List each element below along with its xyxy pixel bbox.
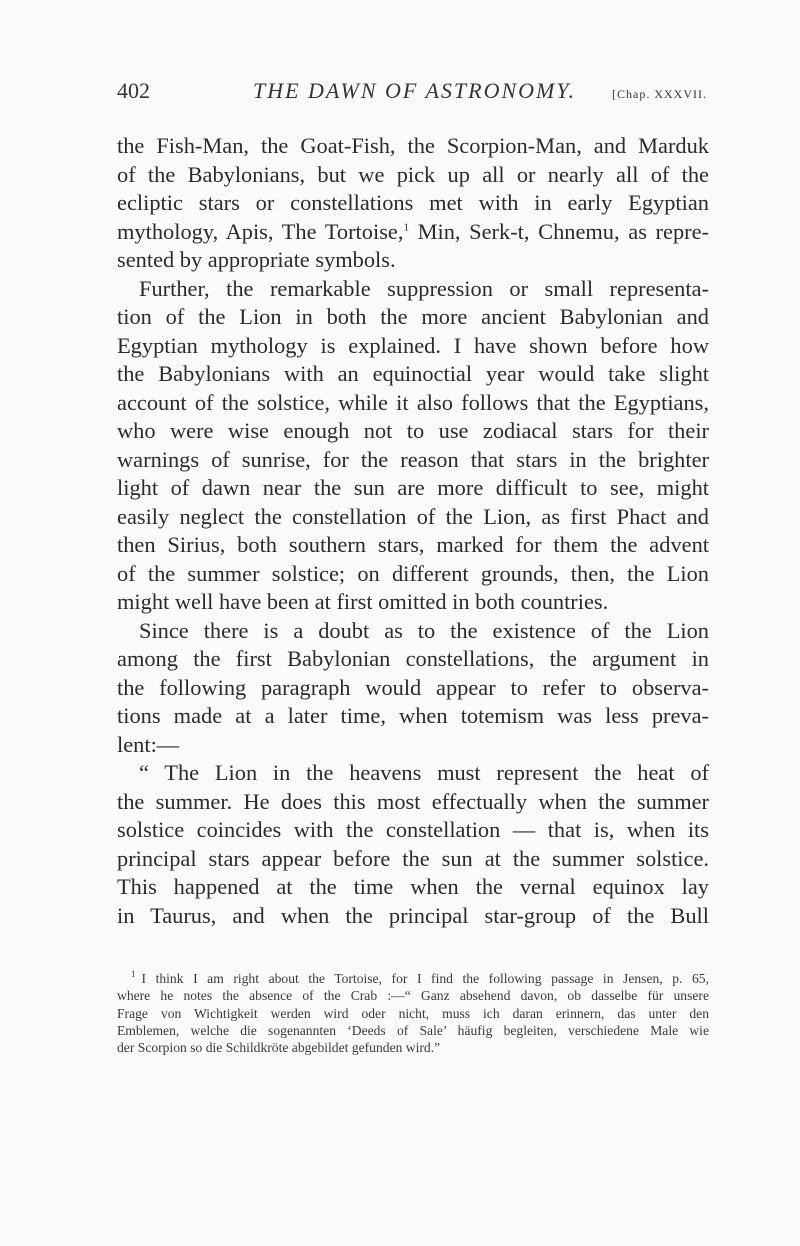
footnote-line: [117, 970, 709, 987]
footnote-mark: 1: [131, 969, 136, 980]
quote-line: in Taurus, and when the principal star-group of the Bull: [117, 902, 709, 928]
footnote-line: Frage von Wichtigkeit werden wird oder nicht, muss ich daran erinnern, das unter den: [117, 1005, 709, 1021]
text-line: easily neglect the constellation of the Lion, as first Phact and: [117, 503, 709, 529]
footnote: [117, 970, 709, 1056]
quote-line: “ The Lion in the heavens must represent the heat of: [139, 760, 709, 785]
text-line: Egyptian mythology is explained. I have shown before how: [117, 332, 709, 358]
footnote-line: Emblemen, welche die sogenannten ‘Deeds of Sale’ häufig begleiten, verschiedene Male wie: [117, 1022, 709, 1038]
quote-line: principal stars appear before the sun at the summer solstice.: [117, 845, 709, 871]
footnote-text: I think I am right about the Tortoise, for I find the following passage in Jensen, p. 65,: [141, 971, 709, 986]
text-line: of the Babylonians, but we pick up all or nearly all of the: [117, 161, 709, 187]
text-line: the following paragraph would appear to refer to observa-: [117, 674, 709, 700]
text-line: then Sirius, both southern stars, marked for them the advent: [117, 532, 709, 557]
text-line: among the first Babylonian constellations, the argument in: [117, 646, 709, 671]
quote-line: the summer. He does this most effectually when the summer: [117, 788, 709, 814]
text-line: [117, 218, 709, 247]
text-fragment: mythology, Apis, The Tortoise,: [117, 218, 404, 244]
text-line: the Fish-Man, the Goat-Fish, the Scorpion-Man, and Marduk: [117, 133, 709, 158]
text-line: lent:—: [117, 731, 180, 757]
text-line: warnings of sunrise, for the reason that stars in the brighter: [117, 446, 709, 472]
text-line: of the summer solstice; on different grounds, then, the Lion: [117, 560, 709, 586]
footnote-reference[interactable]: 1: [403, 221, 409, 234]
text-line: sented by appropriate symbols.: [117, 247, 396, 272]
text-line: who were wise enough not to use zodiacal stars for their: [117, 418, 709, 443]
text-line: Since there is a doubt as to the existence of the Lion: [139, 617, 709, 643]
text-line: tions made at a later time, when totemism was less preva-: [117, 703, 709, 728]
text-line: might well have been at first omitted in both countries.: [117, 589, 609, 614]
text-line: tion of the Lion in both the more ancient Babylonian and: [117, 304, 709, 329]
page-number: 402: [117, 78, 150, 103]
quote-line: This happened at the time when the vernal equinox lay: [117, 874, 709, 899]
text-line: the Babylonians with an equinoctial year would take slight: [117, 361, 709, 386]
text-fragment: Min, Serk-t, Chnemu, as repre-: [408, 218, 709, 244]
chapter-label: [Chap. XXXVII.: [612, 87, 707, 101]
quote-line: solstice coincides with the constellation — that is, when its: [117, 817, 709, 842]
text-line: light of dawn near the sun are more difficult to see, might: [117, 475, 709, 500]
running-header: [117, 78, 707, 106]
text-line: Further, the remarkable suppression or small representa-: [139, 275, 709, 301]
footnote-line: where he notes the absence of the Crab :—“ Ganz absehend davon, ob dasselbe für unsere: [117, 988, 709, 1004]
text-line: account of the solstice, while it also follows that the Egyptians,: [117, 389, 709, 415]
running-title: THE DAWN OF ASTRONOMY.: [252, 78, 577, 103]
text-line: ecliptic stars or constellations met with in early Egyptian: [117, 190, 709, 215]
footnote-line: der Scorpion so die Schildkröte abgebildet gefunden wird.”: [117, 1040, 441, 1056]
body-text: [117, 132, 709, 930]
